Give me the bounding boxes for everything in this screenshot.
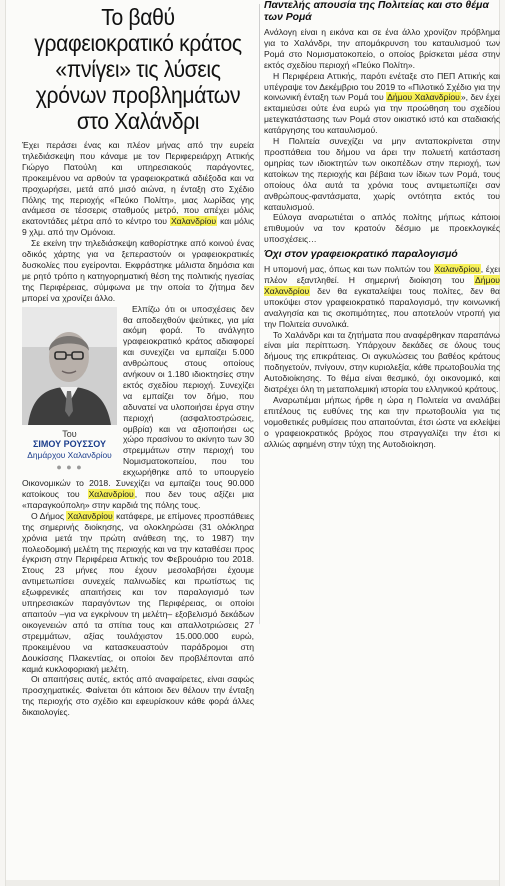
subheading-bureaucracy: Όχι στον γραφειοκρατικό παραλογισμό — [264, 249, 458, 261]
paragraph-5: Οι απαιτήσεις αυτές, εκτός από αναφαίρετες, είναι σαφώς προσχηματικές. Φαίνεται ότι κάποιοι δεν θέλουν την ένταξη της περιοχής στο σχέδιο και εφευρίσκουν κάθε φορά άλλες δικαιολογίες. — [22, 674, 254, 718]
paragraph-4: Ο Δήμος Χαλανδρίου κατάφερε, με επίμονες προσπάθειες της σημερινής διοίκησης, να ολοκληρώσει (31 ολόκληρα χρόνια μετά την πρώτη ανάθεση της, το 1987) την πολεοδομική μελέτη της περιοχής και να την καταθέσει προς έγκριση στην Περιφέρεια Αττικής τον Φεβρουάριο του 2018. Στους 23 μήνες που έχουν μεσολαβήσει έχουμε αντιμετωπίσει συνεχείς παλινωδίες και πρωτίστως τις εξωφρενικές απαιτήσεις και τον παραλογισμό των υπηρεσιακών παραγόντων της Περιφέρειας, οι οποίοι απαιτούν –για να εγκρίνουν τη μελέτη– εξοβελισμό δεκάδων οικογενειών από τα σπίτια τους και απαλλοτριώσεις 27 στρεμμάτων, αξίας τουλάχιστον 15.000.000 ευρώ, προκειμένου να κατασκευαστούν παράδρομοι στη Δουκίσσης Πλακεντίας, οι οποίοι δεν προβλέπονται από καμιά κυκλοφοριακή μελέτη. — [22, 510, 254, 674]
scan-edge — [6, 880, 499, 886]
left-body — [22, 140, 254, 718]
newspaper-clipping — [6, 0, 499, 886]
paragraph-r5: Η υπομονή μας, όπως και των πολιτών του Χαλανδρίου, έχει πλέον εξαντληθεί. Η σημερινή διοίκηση του Δήμου Χαλανδρίου δεν θα εγκαταλείψει τους πολίτες, δεν θα υποκύψει στον γραφειοκρατικό παραλογισμό, την κοινωνική αναλγησία και τις σκοπιμότητες, που αποτελούν ντροπή για την Πολιτεία συνολικά. — [264, 264, 500, 329]
article-headline: Το βαθύ γραφειοκρατικό κράτος «πνίγει» τις λύσεις χρόνων προβλημάτων στο Χαλάνδρι — [34, 4, 242, 134]
right-body-1 — [264, 27, 500, 245]
highlight: Χαλανδρίου — [434, 264, 480, 275]
caption-name: ΣΙΜΟΥ ΡΟΥΣΣΟΥ — [33, 439, 106, 450]
column-divider — [259, 4, 260, 624]
right-column — [264, 0, 500, 450]
paragraph-1: Έχει περάσει ένας και πλέον μήνας από την ευρεία τηλεδιάσκεψη που κάναμε με τον Περιφερειάρχη Αττικής Γιώργο Πατούλη και υπηρεσιακούς παράγοντες, προκειμένου να αρθούν τα γραφειοκρατικά αδιέξοδα και να προχωρήσει, μετά από μισό αιώνα, η ένταξη στο Σχέδιο Πόλης της περιοχής «Πεύκο Πολίτη», μιας λωρίδας γης ανάμεσα σε τέσσερις σταθμούς μετρό, που απέχει μόλις εκατοντάδες μέτρα από το κέντρο του Χαλανδρίου και μόλις 9 χλμ. από την Ομόνοια. — [22, 140, 254, 238]
subheading-roma: Παντελής απουσία της Πολιτείας και στο θέμα των Ρομά — [264, 0, 489, 23]
paragraph-r6: Το Χαλάνδρι και τα ζητήματα που αναφέρθηκαν παραπάνω είναι μία περίπτωση. Υπάρχουν δεκάδες σε όλους τους δήμους της επικράτειας. Οι αγκυλώσεις του βαθέος κράτους ποδηγετούν, πνίγουν, στην κυριολεξία, κάθε πρωτοβουλία της Αυτοδιοίκησης. Το θέμα είναι θεσμικό, όχι οικονομικό, και διατρέχει όλη τη μεταπολεμική ιστορία του ελληνικού κράτους. — [264, 329, 500, 395]
paragraph-r1: Ανάλογη είναι η εικόνα και σε ένα άλλο χρονίζον πρόβλημα για το Χαλάνδρι, την απομάκρυνση του καταυλισμού των Ρομά στο Νομισματοκοπείο, ο οποίος βρίσκεται μέσα στην εκτός σχεδίου περιοχή «Πεύκο Πολίτη». — [264, 27, 500, 70]
caption-prefix: Του — [62, 428, 77, 439]
highlight: Χαλανδρίου — [67, 510, 113, 521]
right-body-2 — [264, 264, 500, 449]
paragraph-2: Σε εκείνη την τηλεδιάσκεψη καθορίστηκε από κοινού ένας οδικός χάρτης για να ξεπεραστούν οι γραφειοκρατικές δυσκολίες που εγείρονται. Εκφράστηκε μάλιστα δημόσια και με ρητό τρόπο η κατηγορηματική θέση της πολιτικής ηγεσίας της Περιφέρειας, σύμφωνα με την οποία το ζήτημα δεν μπορεί να χρονίζει άλλο. — [22, 238, 254, 303]
highlight: Δήμου Χαλανδρίου — [264, 275, 500, 296]
left-column — [22, 0, 254, 718]
paragraph-3: Ελπίζω ότι οι υποσχέσεις δεν θα αποδειχθούν ψεύτικες, για μία ακόμη φορά. Το ανάλγητο γραφειοκρατικό κράτος αδιαφορεί και συνεχίζει να εμπαίζει 5.000 ανθρώπους στους οποίους ανήκουν οι 1.180 ιδιοκτησίες στην εκτός σχεδίου περιοχή. Συνεχίζει να εμπαίζει τον δήμο, που αδυνατεί να υλοποιήσει έργα στην περιοχή (ασφαλτοστρώσεις, ομβρία) και να αξιοποιήσει ως χώρο πρασίνου το ακίνητο των 30 στρεμμάτων στην περιοχή του Νομισματοκοπείου, που του εκχωρήθηκε από το υπουργείο Οικονομικών το 2018. Συνεχίζει να εμπαίζει τους 90.000 κατοίκους του Χαλανδρίου, που δεν τους αξίζει μια «παραγκούπολη» στην καρδιά της πόλης τους. — [22, 303, 254, 510]
paragraph-r4: Εύλογα αναρωτιέται ο απλός πολίτης μήπως κάποιοι επιθυμούν να τον κρατούν δέσμιο με προεκλογικές υποσχέσεις… — [264, 212, 500, 245]
paragraph-r7: Αναρωτιέμαι μήπως ήρθε η ώρα η Πολιτεία να αναλάβει επιτέλους τις ευθύνες της και την πρωτοβουλία για τις νομοθετικές ρυθμίσεις που απαιτούνται, έτσι ώστε να εκλείψει ο γραφειοκρατικός βρόχος που στραγγαλίζει την έτσι κι αλλιώς αφημένη στην τύχη της Αυτοδιοίκηση. — [264, 395, 500, 449]
author-caption — [22, 429, 117, 473]
caption-role: Δημάρχου Χαλανδρίου — [27, 449, 112, 460]
paragraph-r3: Η Πολιτεία συνεχίζει να μην ανταποκρίνεται στην προσπάθεια του δήμου να άρει την πολυετή κατάσταση ομηρίας των ιδιοκτητών των οικοπέδων στην περιοχή, των κατοίκων της περιοχής και βέβαια των ίδιων των Ρομά, τους οποίους όλα αυτά τα χρόνια τους αντιμετωπίζει σαν ανθρώπους-φαντάσματα, χωρίς οντότητα εκτός του καταυλισμού. — [264, 136, 500, 212]
author-photo — [22, 307, 117, 425]
author-photo-block — [22, 307, 117, 473]
highlight: Χαλανδρίου — [88, 489, 134, 499]
portrait-illustration — [22, 307, 117, 425]
highlight: Δήμου Χαλανδρίου — [387, 92, 460, 103]
highlight: Χαλανδρίου — [170, 216, 217, 227]
paragraph-r2: Η Περιφέρεια Αττικής, παρότι ενέταξε στο ΠΕΠ Αττικής και υπέγραψε τον Δεκέμβριο του 2019 το «Πιλοτικό Σχέδιο για την κοινωνική ένταξη των Ρομά του Δήμου Χαλανδρίου», δεν έχει εκταμιεύσει ούτε ένα ευρώ για την προώθηση του σχεδίου μετεγκατάστασης των Ρομά στον οικιστικό ιστό και σταδιακής κατάργησης του καταυλισμού. — [264, 70, 501, 136]
dots-ornament-icon: ● ● ● — [56, 462, 83, 473]
